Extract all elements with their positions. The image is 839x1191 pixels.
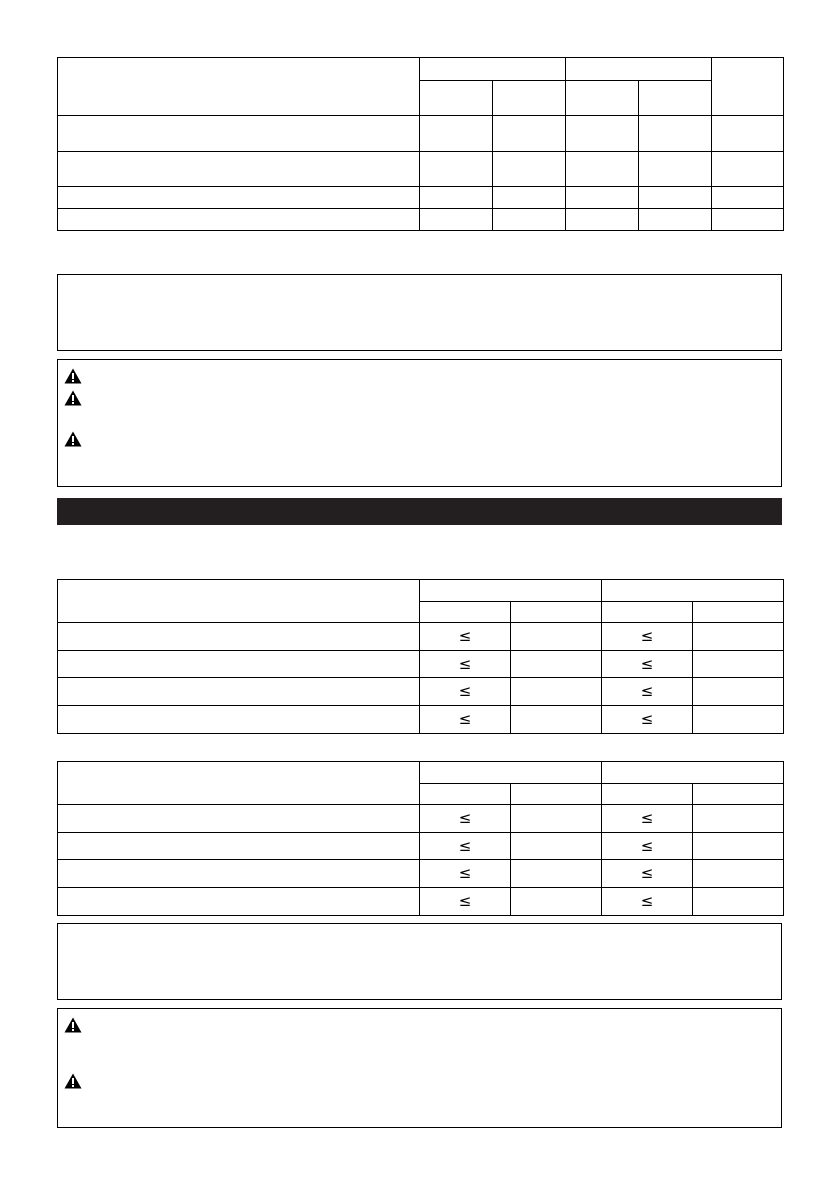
value-cell [511,833,602,860]
noise-table-2 [57,761,784,916]
spec-header-group-2 [566,58,712,81]
value-cell [693,623,784,651]
table-row [58,833,784,860]
spec-cell [712,116,784,152]
spec-cell [493,209,566,231]
less-equal-symbol: ≤ [602,678,693,706]
warning-triangle-icon [64,390,82,406]
less-equal-symbol: ≤ [602,860,693,888]
noise-subheader-cell [693,784,784,805]
less-equal-symbol: ≤ [602,651,693,678]
spec-subheader-cell [639,81,712,116]
spec-cell [566,116,639,152]
table-row [58,888,784,916]
table-row [58,706,784,734]
less-equal-symbol: ≤ [602,833,693,860]
spec-cell [493,116,566,152]
warning-box-2 [57,1008,782,1128]
spec-cell [712,209,784,231]
warning-box-1 [57,359,782,487]
value-cell [511,623,602,651]
spec-cell [639,209,712,231]
warning-triangle-icon [64,1017,82,1033]
warning-triangle-icon [64,1073,82,1089]
note-box-1 [57,274,782,351]
spec-cell [493,187,566,209]
row-label [58,805,420,833]
spec-subheader-cell [566,81,639,116]
noise-subheader-cell [511,784,602,805]
noise-subheader-cell [602,784,693,805]
value-cell [693,706,784,734]
value-cell [693,651,784,678]
value-cell [693,805,784,833]
value-cell [511,805,602,833]
spec-cell [566,187,639,209]
row-label [58,623,420,651]
noise-header-label [58,580,420,623]
spec-cell [420,187,493,209]
value-cell [511,651,602,678]
spec-header-row [58,58,784,81]
spec-table [57,57,784,231]
spec-cell [639,152,712,187]
noise-subheader-cell [693,602,784,623]
row-label [58,888,420,916]
spec-cell [493,152,566,187]
section-heading-band [57,498,782,525]
spec-cell [420,209,493,231]
less-equal-symbol: ≤ [420,706,511,734]
table-row [58,623,784,651]
spec-cell [712,187,784,209]
spec-cell [712,152,784,187]
spec-header-label [58,58,420,116]
value-cell [693,678,784,706]
row-label [58,860,420,888]
row-label [58,706,420,734]
noise-subheader-cell [420,784,511,805]
row-label [58,678,420,706]
less-equal-symbol: ≤ [602,888,693,916]
value-cell [693,833,784,860]
spec-cell [566,209,639,231]
spec-row [58,152,784,187]
note-box-2 [57,923,782,1000]
less-equal-symbol: ≤ [420,651,511,678]
table-row [58,678,784,706]
noise-header-row [58,762,784,784]
spec-subheader-cell [420,81,493,116]
less-equal-symbol: ≤ [420,860,511,888]
spec-subheader-cell [493,81,566,116]
less-equal-symbol: ≤ [420,833,511,860]
noise-header-row [58,580,784,602]
value-cell [511,860,602,888]
noise-header-group-2 [602,762,784,784]
noise-subheader-cell [511,602,602,623]
spec-row [58,209,784,231]
less-equal-symbol: ≤ [420,623,511,651]
row-label [58,651,420,678]
less-equal-symbol: ≤ [420,678,511,706]
less-equal-symbol: ≤ [420,888,511,916]
noise-header-group-2 [602,580,784,602]
spec-header-group-1 [420,58,566,81]
table-row [58,805,784,833]
spec-cell [566,152,639,187]
spec-row [58,187,784,209]
noise-header-label [58,762,420,805]
noise-header-group-1 [420,580,602,602]
table-row [58,651,784,678]
spec-row-label [58,187,420,209]
less-equal-symbol: ≤ [602,706,693,734]
value-cell [693,888,784,916]
row-label [58,833,420,860]
less-equal-symbol: ≤ [602,805,693,833]
noise-subheader-cell [602,602,693,623]
value-cell [693,860,784,888]
spec-row-label [58,116,420,152]
less-equal-symbol: ≤ [602,623,693,651]
noise-table-1 [57,579,784,734]
spec-cell [420,152,493,187]
table-row [58,860,784,888]
value-cell [511,888,602,916]
noise-subheader-cell [420,602,511,623]
spec-cell [420,116,493,152]
spec-cell [639,116,712,152]
warning-triangle-icon [64,431,82,447]
spec-cell [639,187,712,209]
spec-header-last [712,58,784,116]
spec-row-label [58,209,420,231]
spec-row-label [58,152,420,187]
noise-header-group-1 [420,762,602,784]
less-equal-symbol: ≤ [420,805,511,833]
spec-row [58,116,784,152]
value-cell [511,706,602,734]
value-cell [511,678,602,706]
warning-triangle-icon [64,368,82,384]
